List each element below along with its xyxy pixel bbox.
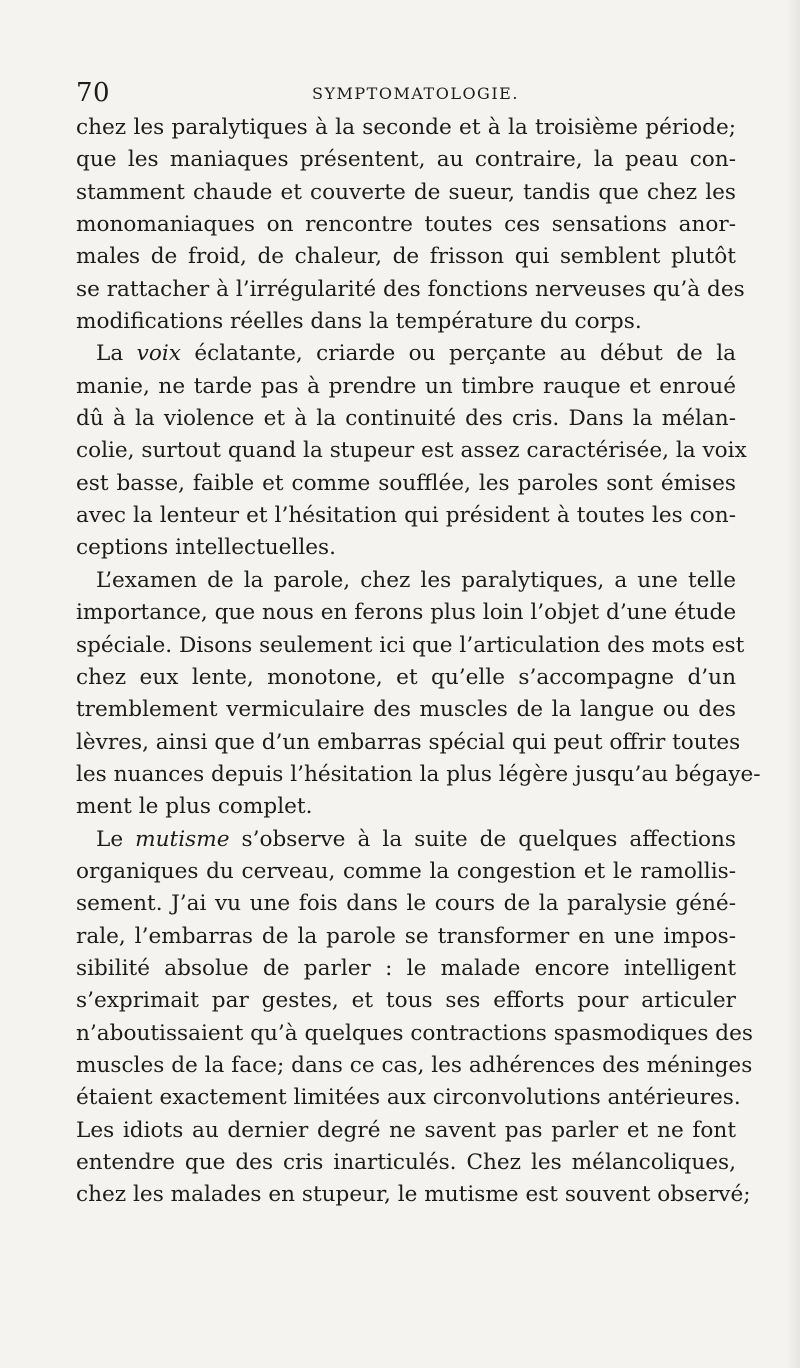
text-line: L’examen de la parole, chez les paralytiques, a une telle <box>96 567 736 593</box>
text-line: s’exprimait par gestes, et tous ses efforts pour articuler <box>76 988 736 1014</box>
text-line: stamment chaude et couverte de sueur, tandis que chez les <box>76 179 736 205</box>
text-line: avec la lenteur et l’hésitation qui président à toutes les con- <box>76 503 736 529</box>
text-line: se rattacher à l’irrégularité des fonctions nerveuses qu’à des <box>76 276 745 302</box>
text-line <box>76 338 736 370</box>
text-line: entendre que des cris inarticulés. Chez les mélancoliques, <box>76 1150 736 1175</box>
text-run: s’observe à la suite de quelques affections <box>229 826 736 852</box>
italic-term-mutisme: mutisme <box>135 826 230 852</box>
text-line: chez eux lente, monotone, et qu’elle s’accompagne d’un <box>76 664 736 690</box>
page-header <box>76 78 736 108</box>
text-line: spéciale. Disons seulement ici que l’articulation des mots est <box>76 632 745 658</box>
text-line: males de froid, de chaleur, de frisson qui semblent plutôt <box>76 244 736 270</box>
text-line: sement. J’ai vu une fois dans le cours de la paralysie géné- <box>76 891 736 917</box>
text-line: tremblement vermiculaire des muscles de la langue ou des <box>76 697 736 723</box>
text-line: que les maniaques présentent, au contraire, la peau con- <box>76 147 736 173</box>
text-line: lèvres, ainsi que d’un embarras spécial qui peut offrir toutes <box>76 729 741 755</box>
text-line <box>76 824 736 856</box>
page-number: 70 <box>76 78 111 108</box>
page-edge-shadow <box>786 0 800 1368</box>
text-line: les nuances depuis l’hésitation la plus légère jusqu’au bégaye- <box>76 761 761 787</box>
text-line: rale, l’embarras de la parole se transformer en une impos- <box>76 923 736 949</box>
text-line: chez les malades en stupeur, le mutisme est souvent observé; <box>76 1182 751 1208</box>
text-line: n’aboutissaient qu’à quelques contractions spasmodiques des <box>76 1020 753 1046</box>
text-line: manie, ne tarde pas à prendre un timbre rauque et enroué <box>76 373 736 399</box>
text-line: dû à la violence et à la continuité des cris. Dans la mélan- <box>76 406 736 432</box>
text-line: chez les paralytiques à la seconde et à la troisième période; <box>76 115 736 140</box>
text-line: modifications réelles dans la température du corps. <box>76 309 642 335</box>
running-title: SYMPTOMATOLOGIE. <box>312 84 519 103</box>
text-line: importance, que nous en ferons plus loin l’objet d’une étude <box>76 600 737 626</box>
text-run: La <box>96 341 137 367</box>
text-line: muscles de la face; dans ce cas, les adhérences des méninges <box>76 1052 753 1078</box>
text-line: sibilité absolue de parler : le malade encore intelligent <box>76 955 736 981</box>
text-run: éclatante, criarde ou perçante au début de la <box>180 341 737 367</box>
text-line: Les idiots au dernier degré ne savent pas parler et ne font <box>76 1117 736 1143</box>
body-text <box>76 112 761 1212</box>
text-line: ceptions intellectuelles. <box>76 535 336 561</box>
text-run: Le <box>96 826 136 852</box>
text-line: étaient exactement limitées aux circonvolutions antérieures. <box>76 1085 741 1111</box>
text-line: colie, surtout quand la stupeur est assez caractérisée, la voix <box>76 438 747 464</box>
text-line: monomaniaques on rencontre toutes ces sensations anor- <box>76 212 736 238</box>
text-line: organiques du cerveau, comme la congestion et le ramollis- <box>76 858 736 884</box>
italic-term-voix: voix <box>136 341 181 367</box>
text-line: ment le plus complet. <box>76 794 313 820</box>
text-line: est basse, faible et comme soufflée, les paroles sont émises <box>76 470 736 496</box>
